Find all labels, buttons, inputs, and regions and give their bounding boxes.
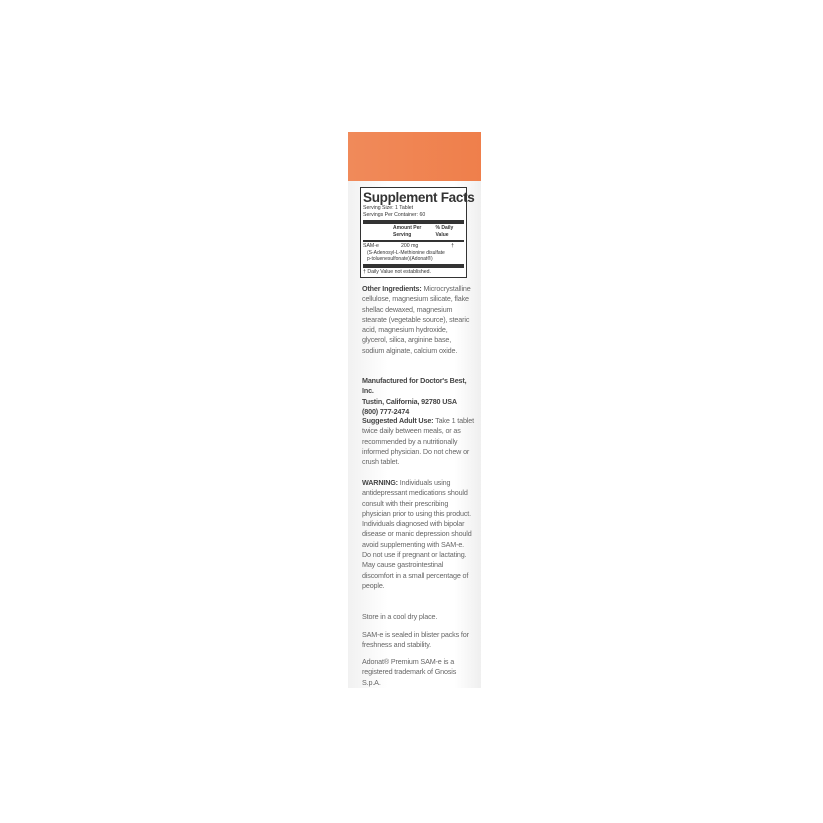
warning-label: WARNING:	[362, 478, 398, 487]
other-ingredients-label: Other Ingredients:	[362, 284, 422, 293]
header-amount: Amount Per Serving	[393, 225, 422, 238]
servings-per-container: Servings Per Container: 60	[363, 211, 426, 218]
suggested-use	[362, 416, 474, 467]
orange-band	[348, 132, 481, 181]
manufacturer-block	[362, 376, 474, 417]
item-amount: 200 mg	[401, 243, 419, 249]
item-sub-2: p-toluenesulfonate)(Adonat®)	[367, 255, 433, 262]
manufacturer-line2: Tustin, California, 92780 USA	[362, 396, 457, 406]
trademark-note: Adonat® Premium SAM-e is a registered trademark of Gnosis S.p.A.	[362, 657, 457, 687]
suggested-use-label: Suggested Adult Use:	[362, 416, 434, 425]
facts-footnote: † Daily Value not established.	[363, 268, 431, 275]
manufacturer-phone: (800) 777-2474	[362, 406, 410, 416]
facts-title: Supplement Facts	[363, 190, 475, 205]
header-dv: % Daily Value	[435, 225, 454, 238]
warning-text: Individuals using antidepressant medications should consult with their prescribing physician prior to using this product. Individuals diagnosed with bipolar disease or manic depression should avoid supplementing with SAM-e. Do not use if pregnant or lactating. May cause gastrointestinal discomfort in a small percentage of people.	[362, 478, 472, 590]
item-name: SAM-e	[363, 243, 379, 249]
storage-note: Store in a cool dry place.	[362, 612, 438, 621]
other-ingredients-text: Microcrystalline cellulose, magnesium silicate, flake shellac dewaxed, magnesium stearate (vegetable source), stearic acid, magnesium hydroxide, glycerol, silica, arginine base, sodium alginate, calcium oxide.	[362, 284, 471, 355]
item-sub-1: (S-Adenosyl-L-Methionine disulfate	[367, 249, 445, 256]
serving-size: Serving Size: 1 Tablet	[363, 205, 414, 211]
facts-row	[363, 243, 464, 250]
manufacturer-line1: Manufactured for Doctor's Best, Inc.	[362, 376, 467, 396]
product-box-side	[348, 132, 481, 688]
medium-rule	[363, 240, 464, 242]
warning	[362, 478, 474, 591]
item-dv: †	[451, 243, 454, 249]
other-ingredients	[362, 284, 474, 356]
thick-rule-bottom	[363, 264, 464, 268]
suggested-use-text: Take 1 tablet twice daily between meals, or as recommended by a nutritionally informed physician. Do not chew or crush tablet.	[362, 416, 474, 467]
blister-note: SAM-e is sealed in blister packs for freshness and stability.	[362, 630, 469, 650]
supplement-facts-panel	[360, 187, 475, 278]
thick-rule	[363, 220, 464, 224]
facts-header	[363, 225, 464, 239]
